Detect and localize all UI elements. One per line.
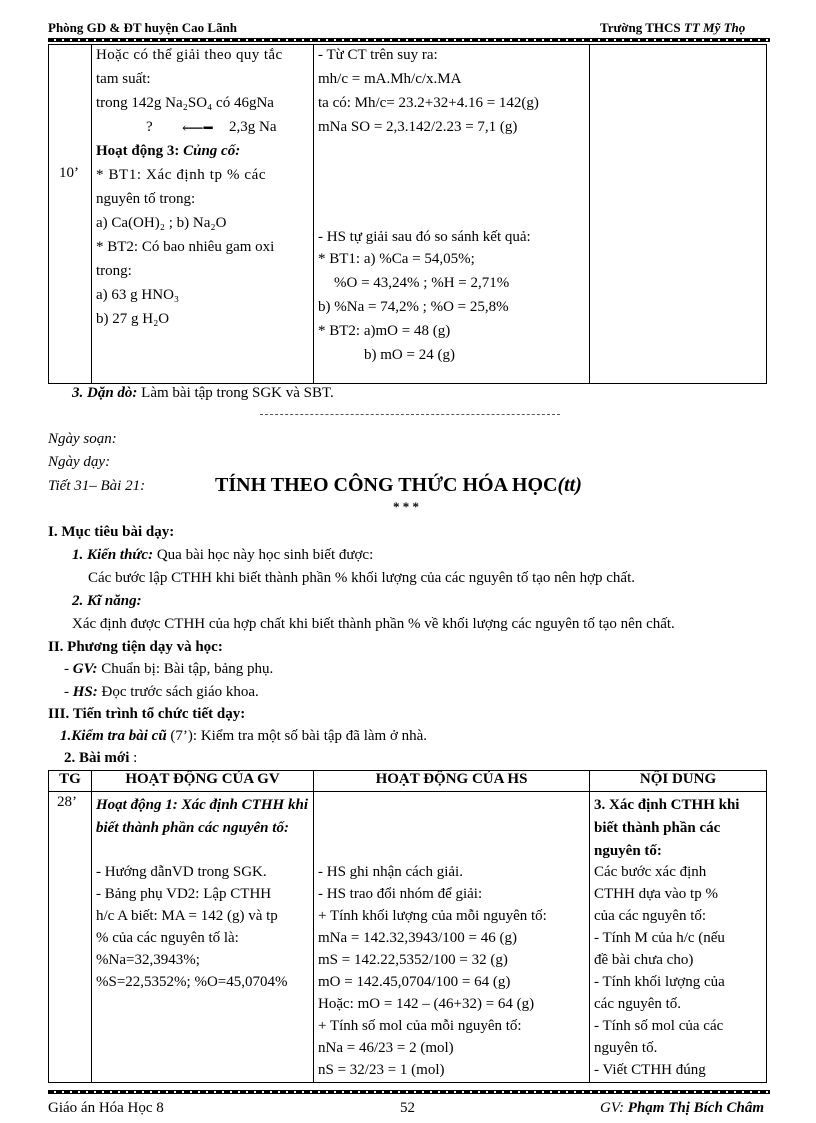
gv-line: h/c A biết: MA = 142 (g) và tp <box>96 908 278 924</box>
top-gv-cell <box>92 45 314 384</box>
bai-moi-colon: : <box>129 750 138 766</box>
top-time-cell <box>49 45 92 384</box>
hs-line: - HS tự giải sau đó so sánh kết quả: <box>318 229 531 245</box>
gv-line: trong 142g Na₂SO₄ có 46gNa <box>96 95 274 111</box>
hs-line: mO = 142.45,0704/100 = 64 (g) <box>318 974 511 990</box>
hs-line: mNa = 142.32,3943/100 = 46 (g) <box>318 930 517 946</box>
hs-prep: Đọc trước sách giáo khoa. <box>97 684 259 700</box>
nd-line: nguyên tố. <box>594 1040 658 1056</box>
kt-content: Các bước lập CTHH khi biết thành phần % khối lượng của các nguyên tố tạo nên hợp chất. <box>88 570 635 586</box>
hs-line: + Tính khối lượng của mỗi nguyên tố: <box>318 908 547 924</box>
title-text: TÍNH THEO CÔNG THỨC HÓA HỌC <box>215 474 558 496</box>
nd-line: Các bước xác định <box>594 864 707 880</box>
gv-activity <box>96 143 240 160</box>
stars: * * * <box>393 499 419 514</box>
nd-line: các nguyên tố. <box>594 996 682 1012</box>
title-tt: (tt) <box>557 474 582 496</box>
kn-label: 2. Kĩ năng: <box>72 593 142 609</box>
page-number: 52 <box>400 1100 415 1116</box>
gv-line: b) 27 g H₂O <box>96 311 170 327</box>
footer-gv-prefix: GV: <box>600 1100 628 1116</box>
hs-line: ta có: Mh/c= 23.2+32+4.16 = 142(g) <box>318 95 539 111</box>
nd-line: - Tính số mol của các <box>594 1018 724 1034</box>
header-nd: NỘI DUNG <box>590 771 767 792</box>
hs-line: nS = 32/23 = 1 (mol) <box>318 1062 445 1078</box>
gv-question: ? <box>146 119 153 135</box>
bai-moi-line <box>64 750 137 767</box>
header-left: Phòng GD & ĐT huyện Cao Lãnh <box>48 20 238 35</box>
gv-line: - Hướng dẫnVD trong SGK. <box>96 864 267 880</box>
page-title <box>215 474 582 497</box>
hs-prep-line: - HS: Đọc trước sách giáo khoa. <box>64 684 259 700</box>
gv-line: * BT1: Xác định tp % các <box>96 167 267 183</box>
section-divider <box>260 414 560 415</box>
hs-line: * BT1: a) %Ca = 54,05%; <box>318 251 475 267</box>
dando-line <box>72 385 334 402</box>
main-lesson-table <box>48 770 767 1083</box>
nd-line: - Viết CTHH đúng <box>594 1062 706 1078</box>
tiet-label: Tiết 31– Bài 21: <box>48 478 146 494</box>
section-2-heading: II. Phương tiện dạy và học: <box>48 639 223 655</box>
footer-left: Giáo án Hóa Học 8 <box>48 1100 164 1116</box>
kien-thuc-line <box>72 547 373 564</box>
footer-rule <box>48 1090 770 1094</box>
gv-line: % của các nguyên tố là: <box>96 930 239 946</box>
gv-prep-line: - GV: Chuẩn bị: Bài tập, bảng phụ. <box>64 661 274 677</box>
section-1-heading: I. Mục tiêu bài dạy: <box>48 524 175 540</box>
top-lesson-table <box>48 44 767 384</box>
header-gv: HOẠT ĐỘNG CỦA GV <box>92 771 314 792</box>
top-hs-cell <box>314 45 590 384</box>
top-nd-cell <box>590 45 767 384</box>
arrow-left-icon: ⟵━ <box>182 121 213 137</box>
hs-line: mS = 142.22,5352/100 = 32 (g) <box>318 952 508 968</box>
nd-line: CTHH dựa vào tp % <box>594 886 718 902</box>
main-time: 28’ <box>57 794 77 810</box>
hs-line: mNa SO = 2,3.142/2.23 = 7,1 (g) <box>318 119 518 135</box>
gv-line: - Bảng phụ VD2: Lập CTHH <box>96 886 272 902</box>
nd-line: của các nguyên tố: <box>594 908 707 924</box>
header-hs: HOẠT ĐỘNG CỦA HS <box>314 771 590 792</box>
nd-title: 3. Xác định CTHH khi biết thành phần các nguyên tố: <box>594 797 740 859</box>
header-right <box>600 20 745 36</box>
activity-label: Hoạt động 3: <box>96 143 184 159</box>
kn-content: Xác định được CTHH của hợp chất khi biết thành phần % về khối lượng các nguyên tố tạo nên chất. <box>72 616 675 632</box>
gv-line: %S=22,5352%; %O=45,0704% <box>96 974 288 990</box>
hs-line: + Tính số mol của mỗi nguyên tố: <box>318 1018 522 1034</box>
hs-line: mh/c = mA.Mh/c/x.MA <box>318 71 462 87</box>
gv-line: Hoặc có thể giải theo quy tắc <box>96 47 283 63</box>
gv-line: %Na=32,3943%; <box>96 952 200 968</box>
hs-line: nNa = 46/23 = 2 (mol) <box>318 1040 454 1056</box>
main-nd-cell <box>590 792 767 1083</box>
bai-moi-label: 2. Bài mới <box>64 750 130 766</box>
ngay-soan: Ngày soạn: <box>48 431 117 447</box>
nd-line: - Tính M của h/c (nếu <box>594 930 725 946</box>
gv-line: nguyên tố trong: <box>96 191 196 207</box>
hs-line: * BT2: a)mO = 48 (g) <box>318 323 451 339</box>
nd-line: đề bài chưa cho) <box>594 952 694 968</box>
gv-line: trong: <box>96 263 132 279</box>
gv-line: a) 63 g HNO₃ <box>96 287 180 303</box>
main-gv-cell <box>92 792 314 1083</box>
ktbc-text: (7’): Kiểm tra một số bài tập đã làm ở nhà. <box>166 728 428 744</box>
gv-line: a) Ca(OH)₂ ; b) Na₂O <box>96 215 227 231</box>
activity-title: Củng cố: <box>183 143 241 159</box>
main-time-cell <box>49 792 92 1083</box>
dando-text: Làm bài tập trong SGK và SBT. <box>137 385 334 401</box>
main-hs-cell <box>314 792 590 1083</box>
header-rule <box>48 38 770 42</box>
gv-prep: Chuẩn bị: Bài tập, bảng phụ. <box>97 661 274 677</box>
gv-line: tam suất: <box>96 71 151 87</box>
kt-text: Qua bài học này học sinh biết được: <box>153 547 374 563</box>
ktbc-line <box>60 728 427 745</box>
gv-activity-title: Hoạt động 1: Xác định CTHH khi biết thành phần các nguyên tố: <box>96 797 308 836</box>
ngay-day: Ngày dạy: <box>48 454 111 470</box>
hs-line: - Từ CT trên suy ra: <box>318 47 438 63</box>
hs-line: Hoặc: mO = 142 – (46+32) = 64 (g) <box>318 996 535 1012</box>
ktbc-label: 1.Kiểm tra bài cũ <box>60 728 167 744</box>
header-school-name: TT Mỹ Thọ <box>683 20 746 35</box>
hs-line: - HS trao đổi nhóm để giải: <box>318 886 483 902</box>
footer-right <box>600 1100 764 1117</box>
header-school-prefix: Trường THCS <box>600 20 681 35</box>
hs-line: - HS ghi nhận cách giải. <box>318 864 463 880</box>
hs-line: %O = 43,24% ; %H = 2,71% <box>334 275 510 291</box>
section-3-heading: III. Tiến trình tổ chức tiết dạy: <box>48 706 246 722</box>
footer-teacher: Phạm Thị Bích Châm <box>627 1100 765 1116</box>
top-time: 10’ <box>59 165 79 181</box>
gv-line: 2,3g Na <box>229 119 277 135</box>
header-tg: TG <box>49 771 92 792</box>
dando-label: 3. Dặn dò: <box>72 385 138 401</box>
kt-label: 1. Kiến thức: <box>72 547 154 563</box>
hs-line: b) mO = 24 (g) <box>364 347 455 363</box>
gv-label: GV: <box>72 661 98 677</box>
hs-line: b) %Na = 74,2% ; %O = 25,8% <box>318 299 509 315</box>
nd-line: - Tính khối lượng của <box>594 974 725 990</box>
hs-label: HS: <box>72 684 98 700</box>
gv-line: * BT2: Có bao nhiêu gam oxi <box>96 239 275 255</box>
